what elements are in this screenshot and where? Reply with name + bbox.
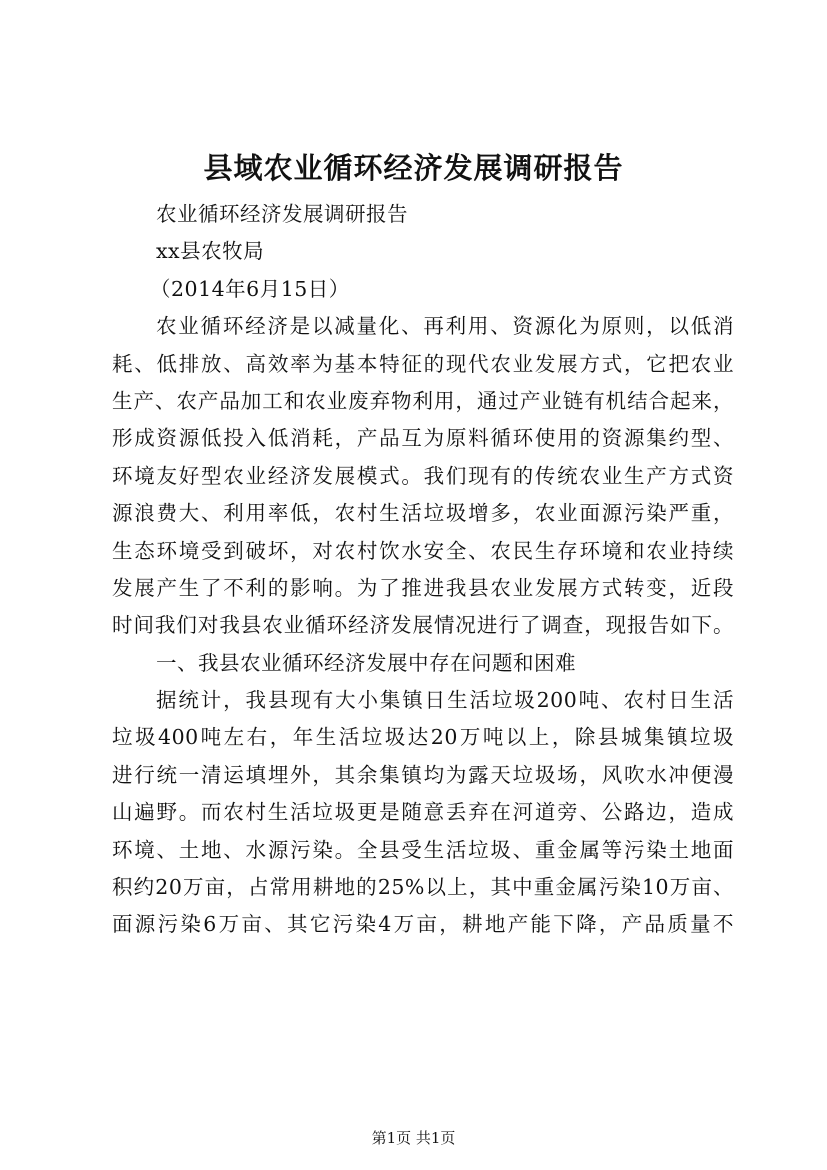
body-line: 积约20万亩，占常用耕地的25%以上，其中重金属污染10万亩、 xyxy=(112,875,734,900)
body-line: 垃圾400吨左右，年生活垃圾达20万吨以上，除县城集镇垃圾 xyxy=(112,725,734,750)
body-line: 环境友好型农业经济发展模式。我们现有的传统农业生产方式资 xyxy=(112,463,734,488)
body-line: 据统计，我县现有大小集镇日生活垃圾200吨、农村日生活 xyxy=(156,688,734,713)
body-line: 山遍野。而农村生活垃圾更是随意丢弃在河道旁、公路边，造成 xyxy=(112,800,734,825)
body-line: 发展产生了不利的影响。为了推进我县农业发展方式转变，近段 xyxy=(112,575,734,600)
body-line: xx县农牧局 xyxy=(156,239,265,264)
body-line: 形成资源低投入低消耗，产品互为原料循环使用的资源集约型、 xyxy=(112,426,734,451)
body-line: 农业循环经济发展调研报告 xyxy=(156,202,408,226)
body-line: 一、我县农业循环经济发展中存在问题和困难 xyxy=(156,650,576,675)
body-line: 源浪费大、利用率低，农村生活垃圾增多，农业面源污染严重， xyxy=(112,501,734,526)
body-line: 农业循环经济是以减量化、再利用、资源化为原则，以低消 xyxy=(156,314,734,339)
body-line: 面源污染6万亩、其它污染4万亩，耕地产能下降，产品质量不 xyxy=(112,912,734,937)
document-body xyxy=(112,196,734,944)
body-line: 耗、低排放、高效率为基本特征的现代农业发展方式，它把农业 xyxy=(112,351,734,376)
body-line: 环境、土地、水源污染。全县受生活垃圾、重金属等污染土地面 xyxy=(112,837,734,862)
page-footer: 第1页 共1页 xyxy=(371,1129,456,1147)
document-title: 县域农业循环经济发展调研报告 xyxy=(203,151,624,185)
body-line: 生产、农产品加工和农业废弃物利用，通过产业链有机结合起来， xyxy=(112,388,734,413)
body-line: （2014年6月15日） xyxy=(150,276,350,301)
body-line: 进行统一清运填埋外，其余集镇均为露天垃圾场，风吹水冲便漫 xyxy=(112,762,734,787)
body-line: 生态环境受到破坏，对农村饮水安全、农民生存环境和农业持续 xyxy=(112,538,734,563)
body-line: 时间我们对我县农业循环经济发展情况进行了调查，现报告如下。 xyxy=(112,613,734,638)
